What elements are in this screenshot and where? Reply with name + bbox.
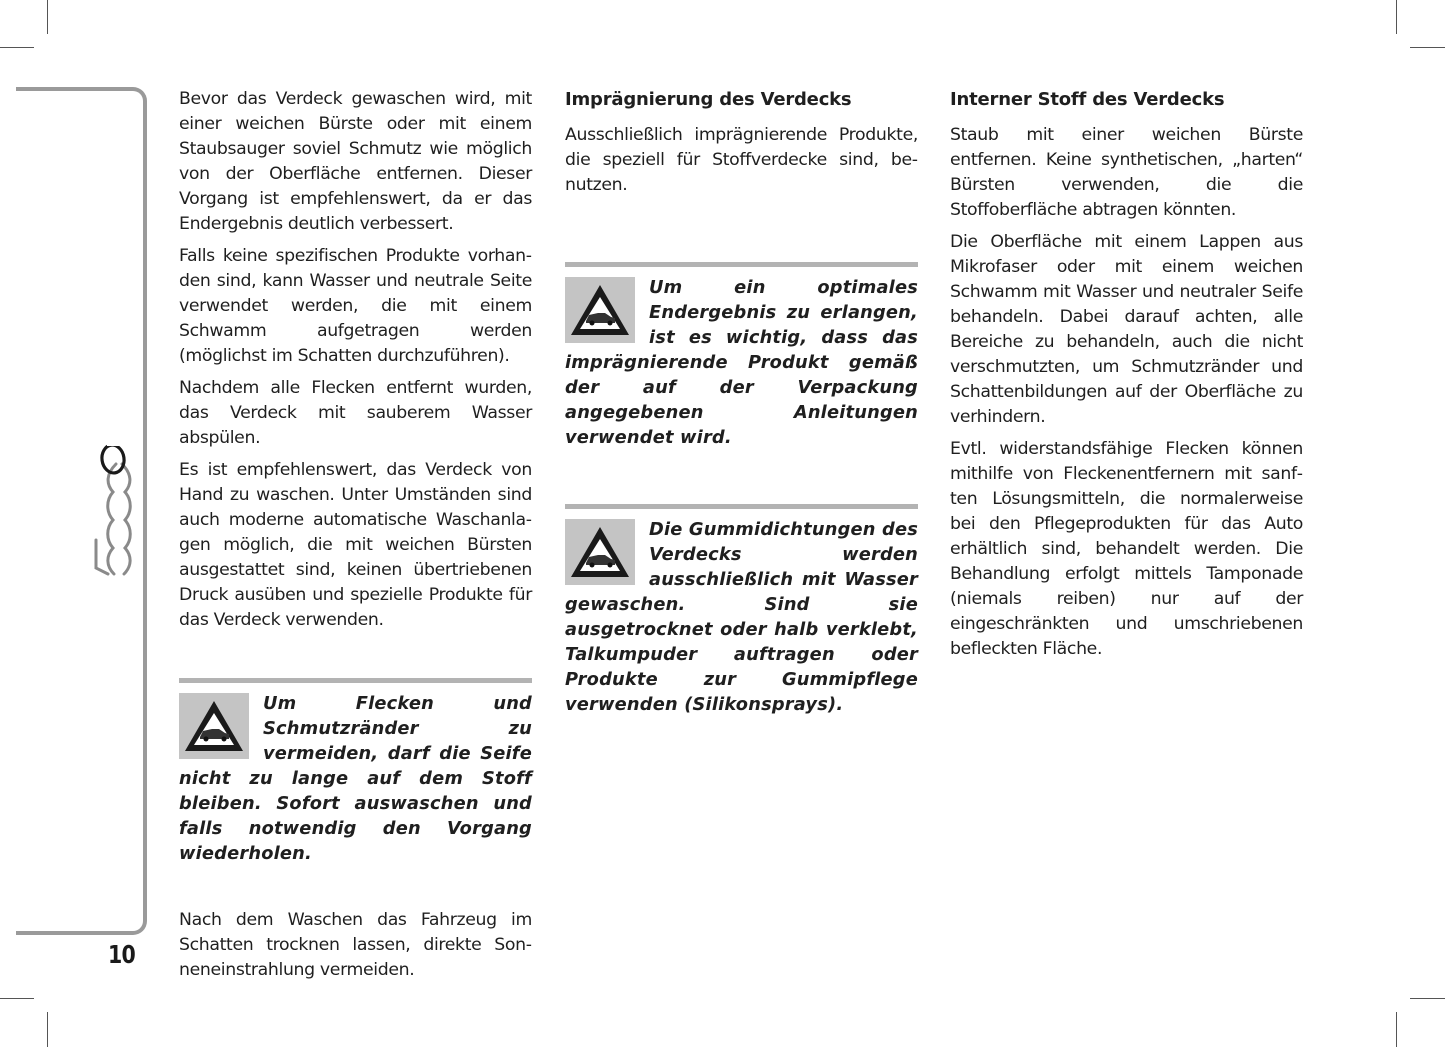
warning-text: Um Flecken und Schmutzränder zu vermeiden, darf die Seife nicht zu lange auf dem Stoff bleiben. Sofort auswaschen und falls notwendig den Vorgang wiederholen.	[179, 693, 532, 864]
warning-text: Die Gummidichtungen des Verdecks werden ausschließlich mit Wasser gewaschen. Sind sie ausgetrocknet oder halb verklebt, Talkumpuder auftragen oder Produkte zur Gummipflege verwenden (Silikonsprays).	[565, 519, 918, 715]
warning-text: Um ein optimales Endergebnis zu erlangen, ist es wichtig, dass das imprägnierende Produkt gemäß der auf der Verpackung angegebenen Anleitungen verwendet wird.	[565, 277, 918, 448]
crop-mark	[1410, 47, 1445, 48]
paragraph: Bevor das Verdeck gewaschen wird, mit einer weichen Bürste oder mit einem Staubsauger soviel Schmutz wie möglich von der Oberfläche entfernen. Dieser Vorgang ist empfehlenswert, da er das Endergebnis deutlich verbessert.	[179, 89, 532, 234]
paragraph: Nachdem alle Flecken entfernt wurden, das Verdeck mit sauberem Wasser abspülen.	[179, 378, 532, 448]
paragraph: Es ist empfehlenswert, das Verdeck von Hand zu waschen. Unter Umständen sind auch moderne automatische Waschanlagen möglich, die mit weichen Bürsten ausgestattet sind, keinen übertriebenen Druck ausüben und spezielle Produkte für das Verdeck verwenden.	[179, 460, 532, 630]
crop-mark	[0, 998, 34, 999]
crop-mark	[0, 47, 34, 48]
paragraph: Falls keine spezifischen Produkte vorhanden sind, kann Wasser und neutrale Seite verwendet werden, die mit einem Schwamm aufgetragen werden (möglichst im Schatten durchzuführen).	[179, 246, 532, 366]
paragraph: Die Oberfläche mit einem Lappen aus Mikrofaser oder mit einem weichen Schwamm mit Wasser und neutraler Seife behandeln. Dabei darauf achten, alle Bereiche zu behandeln, auch die nicht verschmutzten, um Schmutzränder und Schattenbildungen auf der Oberfläche zu verhindern.	[950, 232, 1303, 427]
column-1	[179, 87, 532, 990]
paragraph: Ausschließlich imprägnierende Produkte, die speziell für Stoffverdecke sind, benutzen.	[565, 125, 918, 195]
warning-box	[179, 678, 532, 866]
crop-mark	[1396, 0, 1397, 34]
warning-triangle-car-icon	[179, 693, 249, 759]
warning-triangle-car-icon	[565, 519, 635, 585]
warning-triangle-car-icon	[565, 277, 635, 343]
crop-mark	[1396, 1012, 1397, 1047]
page-number: 10	[108, 940, 135, 969]
crop-mark	[47, 0, 48, 34]
paragraph: Nach dem Waschen das Fahrzeug im Schatten trocknen lassen, direkte Sonneneinstrahlung vermeiden.	[179, 910, 532, 980]
paragraph: Evtl. widerstandsfähige Flecken können mithilfe von Fleckenentfernern mit sanften Lösungsmitteln, die normalerweise bei den Pflegeprodukten für das Auto erhältlich sind, behandelt werden. Die Behandlung erfolgt mittels Tamponade (niemals reiben) nur auf der eingeschränkten und umschriebenen befleckten Fläche.	[950, 439, 1303, 659]
warning-box	[565, 504, 918, 717]
fiat-500-logo-icon	[88, 440, 132, 580]
warning-box	[565, 262, 918, 450]
paragraph: Staub mit einer weichen Bürste entfernen. Keine synthetischen, „harten“ Bürsten verwenden, die die Stoffoberfläche abtragen könnten.	[950, 125, 1303, 220]
crop-mark	[1410, 998, 1445, 999]
section-heading: Interner Stoff des Verdecks	[950, 89, 1225, 110]
section-heading: Imprägnierung des Verdecks	[565, 89, 852, 110]
column-2	[565, 87, 918, 717]
crop-mark	[47, 1012, 48, 1047]
column-3	[950, 87, 1303, 669]
